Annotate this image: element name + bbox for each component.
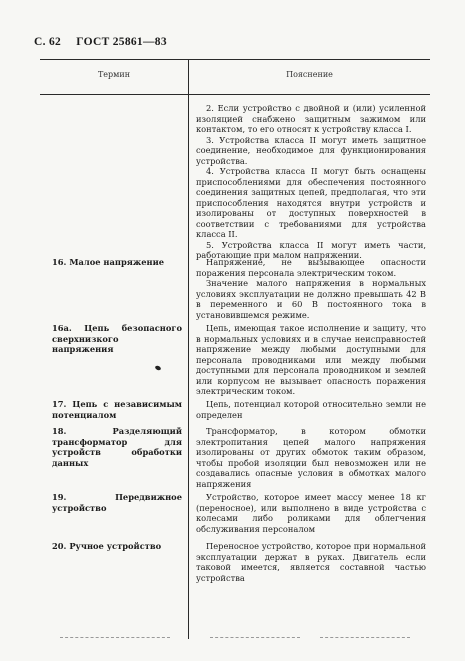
- table-header-rule: [40, 94, 430, 95]
- scan-artifact-rule: [320, 637, 410, 639]
- scan-artifact-rule: [60, 637, 170, 639]
- note-paragraph: Цепь, имеющая такое исполнение и защиту, что в нормальных условиях и в случае неисправностей напряжение между любыми доступными для персонала проводниками или между любыми доступными для персонала проводником и землей или корпусом не вызывает опасность поражения электрическим током.: [196, 323, 426, 396]
- note-paragraph: Значение малого напряжения в нормальных условиях эксплуатации не должно превышать 42 В в переменного и 60 В постоянного тока в установившемся режиме.: [196, 278, 426, 320]
- term-19: 19. Передвижное устройство: [52, 492, 182, 513]
- table-top-rule: [40, 59, 430, 60]
- ink-mark: [154, 365, 161, 371]
- column-divider: [188, 59, 189, 639]
- note-17: [196, 399, 426, 420]
- scan-artifact-rule: [210, 637, 300, 639]
- page-header: [34, 36, 167, 48]
- note-paragraph: 5. Устройства класса II могут иметь части, работающие при малом напряжении.: [196, 239, 426, 260]
- note-19: [196, 492, 426, 534]
- term-17: 17. Цепь с независимым потенциалом: [52, 399, 182, 420]
- column-header-note: Пояснение: [286, 70, 333, 79]
- note-16: [196, 257, 426, 320]
- note-paragraph: Переносное устройство, которое при нормальной эксплуатации держат в руках. Двигатель если таковой имеется, является составной частью устройства: [196, 541, 426, 583]
- term-20: 20. Ручное устройство: [52, 541, 162, 551]
- note-continuation: [196, 103, 426, 261]
- standard-code: ГОСТ 25861—83: [76, 36, 167, 48]
- column-header-term: Термин: [97, 70, 131, 79]
- note-20: [196, 541, 426, 583]
- term-16: 16. Малое напряжение: [52, 257, 165, 267]
- note-18: [196, 426, 426, 489]
- term-16a: 16а. Цепь безопасного сверхнизкого напряжения: [52, 323, 182, 354]
- page-number: С. 62: [34, 36, 62, 48]
- note-paragraph: Устройство, которое имеет массу менее 18 кг (переносное), или выполнено в виде устройства с колесами либо роликами для облегчения обслуживания персоналом: [196, 492, 426, 534]
- note-paragraph: Цепь, потенциал которой относительно земли не определен: [196, 399, 426, 420]
- note-paragraph: Трансформатор, в котором обмотки электропитания цепей малого напряжения изолированы от других обмоток таким образом, чтобы пробой изоляции был невозможен или не создавались опасные условия в обмотках малого напряжения: [196, 426, 426, 489]
- note-paragraph: Напряжение, не вызывающее опасности поражения персонала электрическим током.: [196, 257, 426, 278]
- term-18: 18. Разделяющий трансформатор для устройств обработки данных: [52, 426, 182, 468]
- note-paragraph: 2. Если устройство с двойной и (или) усиленной изоляцией снабжено защитным зажимом или контактом, то его относят к устройству класса I.: [196, 103, 426, 134]
- note-paragraph: 4. Устройства класса II могут быть оснащены приспособлениями для обеспечения постоянного соединения защитных цепей, предполагая, что эти приспособления находятся внутри устройств и изолированы от доступных поверхностей в соответствии с требованиями для устройства класса II.: [196, 166, 426, 239]
- note-paragraph: 3. Устройства класса II могут иметь защитное соединение, необходимое для функционирования устройства.: [196, 134, 426, 166]
- note-16a: [196, 323, 426, 397]
